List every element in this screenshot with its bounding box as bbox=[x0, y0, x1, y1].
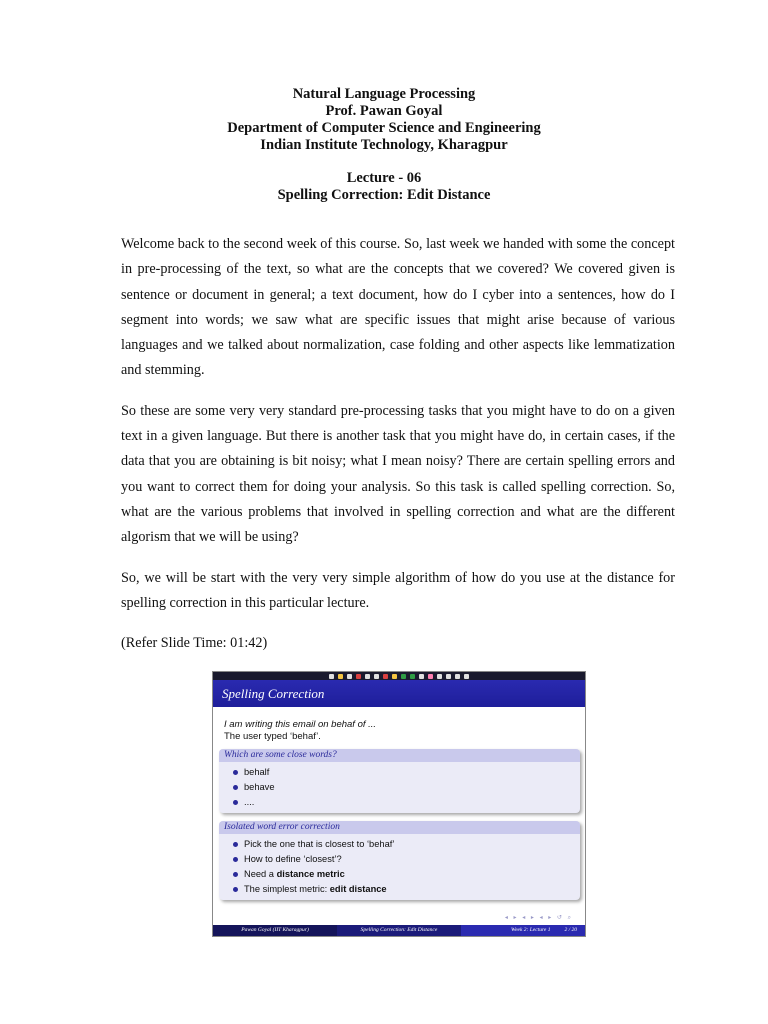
toolbar-tool-icon[interactable] bbox=[329, 674, 334, 679]
toolbar-tool-icon[interactable] bbox=[365, 674, 370, 679]
footer-week: Week 2: Lecture 1 bbox=[511, 927, 551, 933]
toolbar-tool-icon[interactable] bbox=[401, 674, 406, 679]
toolbar-tool-icon[interactable] bbox=[437, 674, 442, 679]
bullet-item bbox=[233, 882, 580, 897]
bullet-item: .... bbox=[233, 795, 580, 810]
toolbar-tool-icon[interactable] bbox=[356, 674, 361, 679]
bullet-item: behalf bbox=[233, 765, 580, 780]
bullet-item bbox=[233, 867, 580, 882]
block-heading: Isolated word error correction bbox=[219, 821, 580, 834]
toolbar-tool-icon[interactable] bbox=[410, 674, 415, 679]
paragraph: Welcome back to the second week of this course. So, last week we handed with some the concept in pre-processing of the text, so what are the concepts that we covered? We covered given is sentence or document in general; a text document, how do I cyber into a sentences, how do I segment into words; we saw what are specific issues that might arise because of various languages and we talked about normalization, case folding and other aspects like lemmatization and stemming. bbox=[121, 236, 675, 379]
slide-title: Spelling Correction bbox=[213, 680, 585, 707]
lecture-slide-image bbox=[212, 671, 586, 937]
toolbar-tool-icon[interactable] bbox=[383, 674, 388, 679]
footer-title: Spelling Correction: Edit Distance bbox=[337, 925, 461, 936]
toolbar-tool-icon[interactable] bbox=[392, 674, 397, 679]
slide-time-reference: (Refer Slide Time: 01:42) bbox=[121, 635, 268, 652]
bullet-bold-text: edit distance bbox=[329, 884, 387, 894]
lecture-number: Lecture - 06 bbox=[346, 170, 422, 186]
paragraph: So these are some very very standard pre-processing tasks that you might have to do on a given text in a given language. But there is another task that you might have do, in certain cases, if the data that you are obtaining is bit noisy; what I mean noisy? There are certain spelling errors and you want to correct them for doing your analysis. So this task is called spelling correction. So, what are the various problems that involved in spelling correction and what are the different algorism that we will be using? bbox=[121, 402, 675, 546]
paragraph: So, we will be start with the very very simple algorithm of how do you use at the distance for spelling correction in this particular lecture. bbox=[121, 569, 675, 611]
lecture-topic: Spelling Correction: Edit Distance bbox=[277, 187, 491, 203]
header-gap bbox=[0, 154, 768, 170]
professor-name: Prof. Pawan Goyal bbox=[325, 103, 443, 119]
bullet-text: Need a bbox=[244, 869, 277, 879]
transcript-body bbox=[121, 232, 675, 671]
institute-name: Indian Institute Technology, Kharagpur bbox=[260, 137, 508, 153]
toolbar-tool-icon[interactable] bbox=[338, 674, 343, 679]
toolbar-tool-icon[interactable] bbox=[464, 674, 469, 679]
document-header bbox=[0, 86, 768, 204]
bullet-item: Pick the one that is closest to ‘behaf’ bbox=[233, 837, 580, 852]
footer-page: 2 / 20 bbox=[564, 927, 577, 933]
block-heading: Which are some close words? bbox=[219, 749, 580, 762]
bullet-bold-text: distance metric bbox=[276, 869, 345, 879]
footer-author: Pawan Goyal (IIT Kharagpur) bbox=[213, 925, 337, 936]
annotation-toolbar bbox=[213, 672, 585, 680]
toolbar-tool-icon[interactable] bbox=[428, 674, 433, 679]
bullet-list bbox=[219, 762, 580, 813]
bullet-item: How to define ‘closest’? bbox=[233, 852, 580, 867]
toolbar-tool-icon[interactable] bbox=[347, 674, 352, 679]
slide-footer bbox=[213, 925, 585, 936]
slide-intro-line: I am writing this email on behaf of ... bbox=[224, 719, 377, 730]
toolbar-tool-icon[interactable] bbox=[455, 674, 460, 679]
toolbar-tool-icon[interactable] bbox=[446, 674, 451, 679]
bullet-list bbox=[219, 834, 580, 900]
close-words-block bbox=[219, 749, 580, 813]
bullet-item: behave bbox=[233, 780, 580, 795]
isolated-correction-block bbox=[219, 821, 580, 900]
bullet-text: The simplest metric: bbox=[244, 884, 330, 894]
slide-intro-line: The user typed ‘behaf’. bbox=[224, 731, 321, 742]
toolbar-tool-icon[interactable] bbox=[374, 674, 379, 679]
footer-right bbox=[461, 925, 585, 936]
toolbar-tool-icon[interactable] bbox=[419, 674, 424, 679]
course-title: Natural Language Processing bbox=[292, 86, 476, 102]
slide-intro bbox=[213, 707, 585, 743]
department-name: Department of Computer Science and Engineering bbox=[227, 120, 541, 136]
beamer-navigation-icons: ◂ ▸ ◂ ▸ ◂ ▸ ↺ ⌕ bbox=[504, 915, 573, 921]
